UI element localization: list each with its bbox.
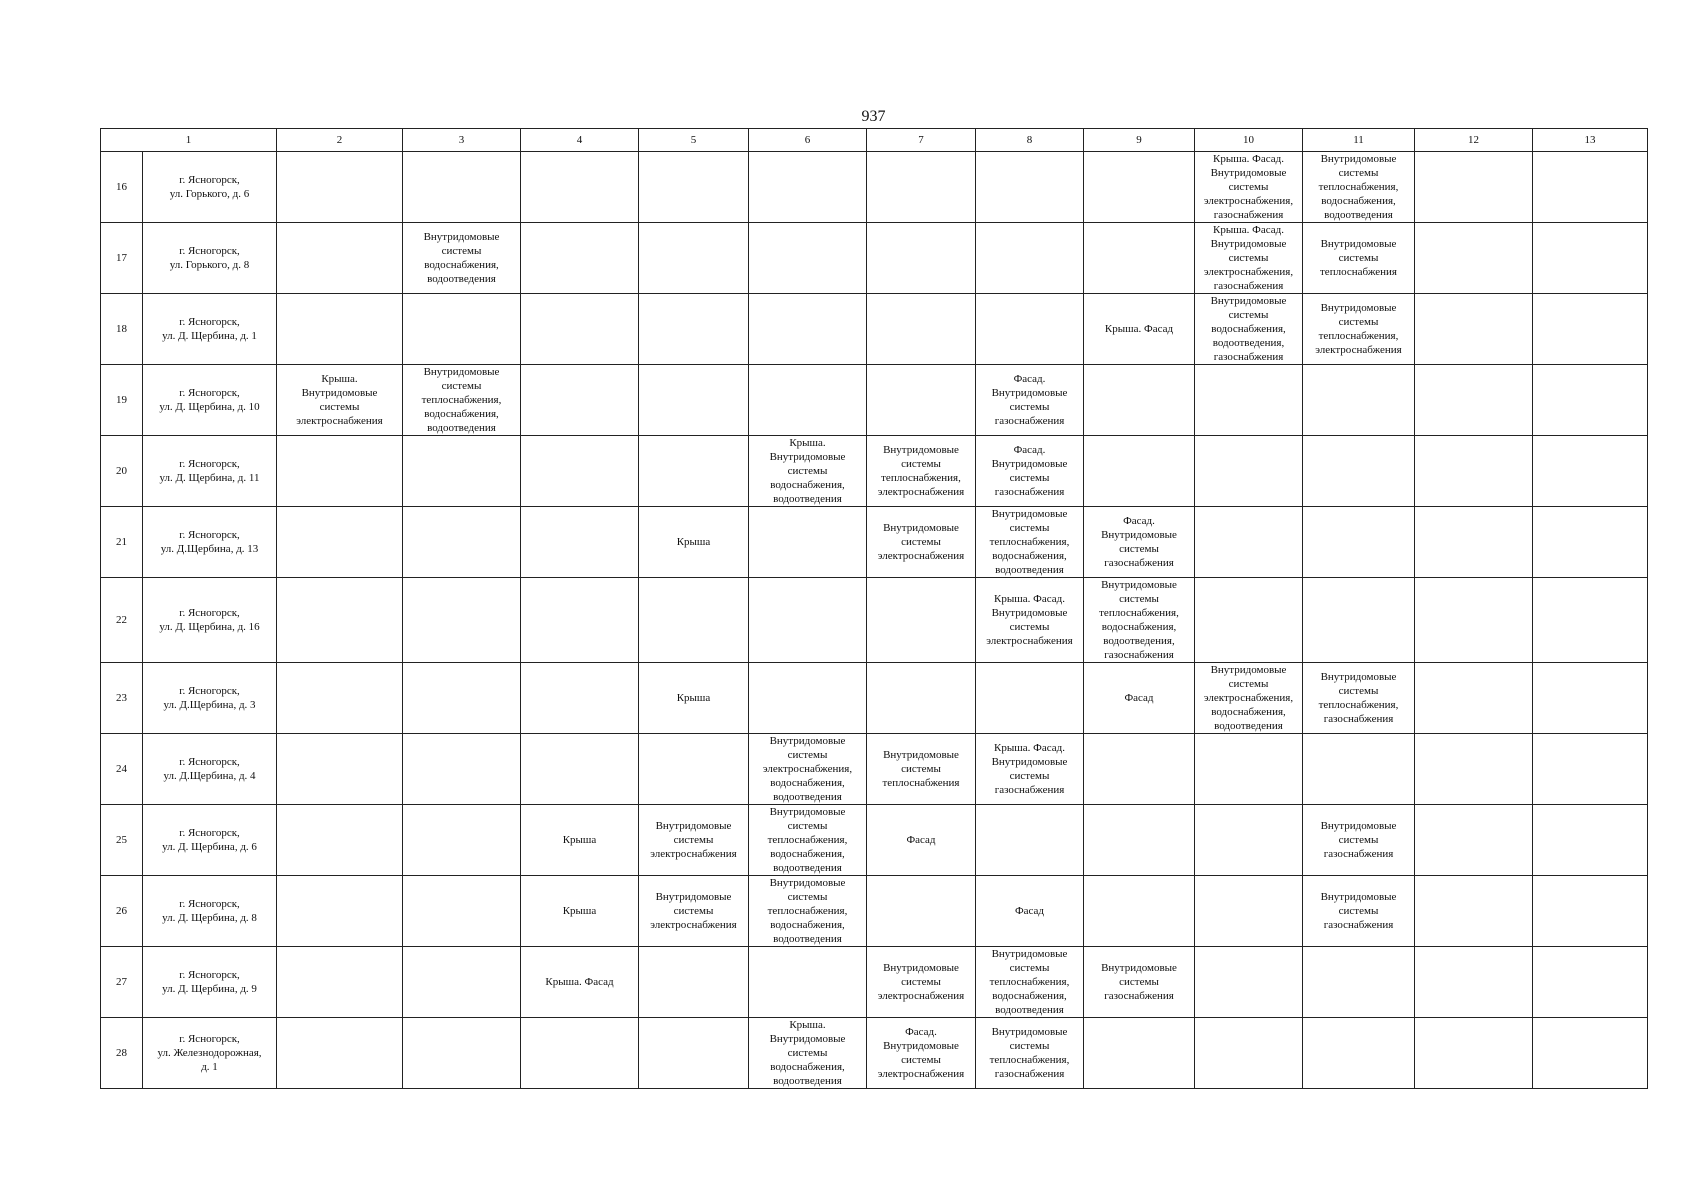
address-cell: г. Ясногорск, ул. Железнодорожная, д. 1	[143, 1018, 277, 1089]
work-cell-col-12	[1415, 365, 1533, 436]
work-cell-col-11	[1303, 507, 1415, 578]
table-row	[101, 663, 1648, 734]
work-cell-col-3	[403, 805, 521, 876]
work-cell-col-2	[277, 805, 403, 876]
work-cell-col-8: Внутридомовые системы теплоснабжения, газоснабжения	[976, 1018, 1084, 1089]
work-cell-col-7: Внутридомовые системы электроснабжения	[867, 507, 976, 578]
work-cell-col-13	[1533, 876, 1648, 947]
work-cell-col-11	[1303, 947, 1415, 1018]
work-cell-col-11	[1303, 1018, 1415, 1089]
work-cell-col-4	[521, 507, 639, 578]
address-cell: г. Ясногорск, ул. Горького, д. 8	[143, 223, 277, 294]
work-cell-col-11: Внутридомовые системы теплоснабжения, электроснабжения	[1303, 294, 1415, 365]
work-cell-col-5	[639, 734, 749, 805]
work-cell-col-12	[1415, 947, 1533, 1018]
work-cell-col-4	[521, 663, 639, 734]
row-number: 16	[101, 152, 143, 223]
work-cell-col-7	[867, 578, 976, 663]
work-cell-col-12	[1415, 152, 1533, 223]
page-number: 937	[861, 108, 886, 125]
work-cell-col-4	[521, 294, 639, 365]
work-cell-col-6: Крыша. Внутридомовые системы водоснабжения, водоотведения	[749, 436, 867, 507]
work-cell-col-6	[749, 507, 867, 578]
work-cell-col-10: Крыша. Фасад. Внутридомовые системы электроснабжения, газоснабжения	[1195, 152, 1303, 223]
work-cell-col-10	[1195, 578, 1303, 663]
work-cell-col-2	[277, 294, 403, 365]
work-cell-col-11: Внутридомовые системы газоснабжения	[1303, 876, 1415, 947]
work-cell-col-3	[403, 734, 521, 805]
work-cell-col-10	[1195, 1018, 1303, 1089]
work-cell-col-5	[639, 1018, 749, 1089]
address-cell: г. Ясногорск, ул. Д. Щербина, д. 11	[143, 436, 277, 507]
work-cell-col-3	[403, 1018, 521, 1089]
work-cell-col-13	[1533, 223, 1648, 294]
work-cell-col-10: Внутридомовые системы электроснабжения, водоснабжения, водоотведения	[1195, 663, 1303, 734]
work-cell-col-2	[277, 734, 403, 805]
work-cell-col-7: Фасад. Внутридомовые системы электроснабжения	[867, 1018, 976, 1089]
work-cell-col-2	[277, 947, 403, 1018]
work-cell-col-4	[521, 436, 639, 507]
work-cell-col-6	[749, 663, 867, 734]
work-cell-col-13	[1533, 436, 1648, 507]
row-number: 23	[101, 663, 143, 734]
column-number-5: 5	[639, 129, 749, 152]
work-cell-col-12	[1415, 507, 1533, 578]
work-cell-col-13	[1533, 152, 1648, 223]
address-cell: г. Ясногорск, ул. Д.Щербина, д. 3	[143, 663, 277, 734]
work-cell-col-8: Внутридомовые системы теплоснабжения, водоснабжения, водоотведения	[976, 947, 1084, 1018]
work-cell-col-8: Внутридомовые системы теплоснабжения, водоснабжения, водоотведения	[976, 507, 1084, 578]
work-cell-col-4	[521, 152, 639, 223]
table-row	[101, 436, 1648, 507]
work-cell-col-6	[749, 947, 867, 1018]
work-cell-col-9: Фасад. Внутридомовые системы газоснабжения	[1084, 507, 1195, 578]
work-cell-col-5: Внутридомовые системы электроснабжения	[639, 805, 749, 876]
work-cell-col-9: Фасад	[1084, 663, 1195, 734]
row-number: 17	[101, 223, 143, 294]
work-cell-col-2	[277, 223, 403, 294]
table-row	[101, 734, 1648, 805]
address-cell: г. Ясногорск, ул. Д. Щербина, д. 6	[143, 805, 277, 876]
address-cell: г. Ясногорск, ул. Д. Щербина, д. 9	[143, 947, 277, 1018]
work-cell-col-7: Внутридомовые системы теплоснабжения, электроснабжения	[867, 436, 976, 507]
work-cell-col-9: Внутридомовые системы теплоснабжения, водоснабжения, водоотведения, газоснабжения	[1084, 578, 1195, 663]
work-cell-col-7	[867, 663, 976, 734]
address-cell: г. Ясногорск, ул. Д.Щербина, д. 4	[143, 734, 277, 805]
work-cell-col-2: Крыша. Внутридомовые системы электроснабжения	[277, 365, 403, 436]
work-cell-col-10	[1195, 734, 1303, 805]
work-cell-col-9	[1084, 223, 1195, 294]
work-cell-col-11: Внутридомовые системы теплоснабжения, водоснабжения, водоотведения	[1303, 152, 1415, 223]
work-cell-col-10	[1195, 507, 1303, 578]
address-cell: г. Ясногорск, ул. Д. Щербина, д. 1	[143, 294, 277, 365]
work-cell-col-7: Внутридомовые системы теплоснабжения	[867, 734, 976, 805]
work-cell-col-9	[1084, 805, 1195, 876]
table-row	[101, 1018, 1648, 1089]
column-number-3: 3	[403, 129, 521, 152]
work-cell-col-12	[1415, 294, 1533, 365]
work-cell-col-2	[277, 663, 403, 734]
work-cell-col-5	[639, 365, 749, 436]
work-cell-col-10	[1195, 876, 1303, 947]
work-cell-col-6: Внутридомовые системы электроснабжения, водоснабжения, водоотведения	[749, 734, 867, 805]
work-cell-col-5	[639, 947, 749, 1018]
work-cell-col-8	[976, 805, 1084, 876]
work-cell-col-12	[1415, 1018, 1533, 1089]
work-cell-col-8: Крыша. Фасад. Внутридомовые системы электроснабжения	[976, 578, 1084, 663]
table-row	[101, 805, 1648, 876]
work-cell-col-11: Внутридомовые системы теплоснабжения	[1303, 223, 1415, 294]
work-cell-col-7	[867, 365, 976, 436]
work-cell-col-5	[639, 223, 749, 294]
work-cell-col-4	[521, 365, 639, 436]
work-cell-col-12	[1415, 436, 1533, 507]
work-cell-col-6	[749, 365, 867, 436]
work-cell-col-9	[1084, 1018, 1195, 1089]
work-cell-col-2	[277, 436, 403, 507]
work-cell-col-3	[403, 507, 521, 578]
work-cell-col-6	[749, 578, 867, 663]
row-number: 26	[101, 876, 143, 947]
work-cell-col-8	[976, 663, 1084, 734]
work-cell-col-5	[639, 578, 749, 663]
work-cell-col-6	[749, 294, 867, 365]
column-number-12: 12	[1415, 129, 1533, 152]
work-cell-col-4: Крыша. Фасад	[521, 947, 639, 1018]
work-cell-col-13	[1533, 507, 1648, 578]
table-row	[101, 365, 1648, 436]
work-cell-col-4	[521, 223, 639, 294]
work-cell-col-10	[1195, 365, 1303, 436]
column-number-11: 11	[1303, 129, 1415, 152]
work-cell-col-8: Фасад	[976, 876, 1084, 947]
row-number: 25	[101, 805, 143, 876]
table-row	[101, 152, 1648, 223]
work-cell-col-4	[521, 578, 639, 663]
table-row	[101, 876, 1648, 947]
work-cell-col-5	[639, 152, 749, 223]
work-cell-col-7	[867, 223, 976, 294]
work-cell-col-13	[1533, 663, 1648, 734]
work-cell-col-11	[1303, 734, 1415, 805]
work-cell-col-13	[1533, 294, 1648, 365]
work-cell-col-7	[867, 876, 976, 947]
work-cell-col-2	[277, 152, 403, 223]
table-row	[101, 578, 1648, 663]
work-cell-col-9: Внутридомовые системы газоснабжения	[1084, 947, 1195, 1018]
work-cell-col-11	[1303, 365, 1415, 436]
work-cell-col-11	[1303, 436, 1415, 507]
column-number-1: 1	[101, 129, 277, 152]
table-body	[101, 129, 1648, 1089]
address-cell: г. Ясногорск, ул. Горького, д. 6	[143, 152, 277, 223]
work-cell-col-7	[867, 152, 976, 223]
work-cell-col-2	[277, 578, 403, 663]
work-cell-col-3	[403, 947, 521, 1018]
work-cell-col-4	[521, 734, 639, 805]
work-cell-col-3	[403, 152, 521, 223]
work-cell-col-8: Фасад. Внутридомовые системы газоснабжения	[976, 436, 1084, 507]
work-cell-col-4: Крыша	[521, 805, 639, 876]
row-number: 20	[101, 436, 143, 507]
column-number-9: 9	[1084, 129, 1195, 152]
work-cell-col-10	[1195, 805, 1303, 876]
column-number-7: 7	[867, 129, 976, 152]
work-cell-col-5	[639, 294, 749, 365]
column-number-4: 4	[521, 129, 639, 152]
work-cell-col-8	[976, 152, 1084, 223]
work-cell-col-3	[403, 294, 521, 365]
work-cell-col-3: Внутридомовые системы водоснабжения, водоотведения	[403, 223, 521, 294]
work-cell-col-3	[403, 436, 521, 507]
row-number: 27	[101, 947, 143, 1018]
row-number: 18	[101, 294, 143, 365]
work-cell-col-10	[1195, 947, 1303, 1018]
work-cell-col-5: Крыша	[639, 507, 749, 578]
work-cell-col-7	[867, 294, 976, 365]
column-number-2: 2	[277, 129, 403, 152]
work-cell-col-6: Внутридомовые системы теплоснабжения, водоснабжения, водоотведения	[749, 805, 867, 876]
column-number-10: 10	[1195, 129, 1303, 152]
work-cell-col-12	[1415, 876, 1533, 947]
address-cell: г. Ясногорск, ул. Д.Щербина, д. 13	[143, 507, 277, 578]
row-number: 19	[101, 365, 143, 436]
work-cell-col-13	[1533, 1018, 1648, 1089]
work-cell-col-9	[1084, 152, 1195, 223]
work-cell-col-3: Внутридомовые системы теплоснабжения, водоснабжения, водоотведения	[403, 365, 521, 436]
row-number: 22	[101, 578, 143, 663]
row-number: 28	[101, 1018, 143, 1089]
work-cell-col-7: Фасад	[867, 805, 976, 876]
work-cell-col-12	[1415, 734, 1533, 805]
address-cell: г. Ясногорск, ул. Д. Щербина, д. 16	[143, 578, 277, 663]
column-number-13: 13	[1533, 129, 1648, 152]
work-cell-col-13	[1533, 805, 1648, 876]
work-cell-col-2	[277, 876, 403, 947]
work-cell-col-8: Крыша. Фасад. Внутридомовые системы газоснабжения	[976, 734, 1084, 805]
work-cell-col-12	[1415, 663, 1533, 734]
work-cell-col-8	[976, 223, 1084, 294]
schedule-table	[100, 128, 1648, 1089]
column-number-6: 6	[749, 129, 867, 152]
work-cell-col-10	[1195, 436, 1303, 507]
work-cell-col-13	[1533, 578, 1648, 663]
work-cell-col-2	[277, 507, 403, 578]
work-cell-col-2	[277, 1018, 403, 1089]
work-cell-col-12	[1415, 805, 1533, 876]
work-cell-col-3	[403, 876, 521, 947]
work-cell-col-3	[403, 578, 521, 663]
work-cell-col-7: Внутридомовые системы электроснабжения	[867, 947, 976, 1018]
work-cell-col-9	[1084, 876, 1195, 947]
work-cell-col-4	[521, 1018, 639, 1089]
address-cell: г. Ясногорск, ул. Д. Щербина, д. 8	[143, 876, 277, 947]
table-row	[101, 294, 1648, 365]
work-cell-col-6	[749, 223, 867, 294]
address-cell: г. Ясногорск, ул. Д. Щербина, д. 10	[143, 365, 277, 436]
work-cell-col-9	[1084, 734, 1195, 805]
work-cell-col-11: Внутридомовые системы теплоснабжения, газоснабжения	[1303, 663, 1415, 734]
work-cell-col-8	[976, 294, 1084, 365]
work-cell-col-4: Крыша	[521, 876, 639, 947]
work-cell-col-9: Крыша. Фасад	[1084, 294, 1195, 365]
table-row	[101, 507, 1648, 578]
work-cell-col-5: Внутридомовые системы электроснабжения	[639, 876, 749, 947]
column-number-8: 8	[976, 129, 1084, 152]
work-cell-col-10: Крыша. Фасад. Внутридомовые системы электроснабжения, газоснабжения	[1195, 223, 1303, 294]
work-cell-col-12	[1415, 578, 1533, 663]
work-cell-col-12	[1415, 223, 1533, 294]
work-cell-col-9	[1084, 436, 1195, 507]
table-row	[101, 223, 1648, 294]
table-row	[101, 947, 1648, 1018]
column-number-row	[101, 129, 1648, 152]
row-number: 24	[101, 734, 143, 805]
work-cell-col-10: Внутридомовые системы водоснабжения, водоотведения, газоснабжения	[1195, 294, 1303, 365]
work-cell-col-13	[1533, 947, 1648, 1018]
work-cell-col-6: Внутридомовые системы теплоснабжения, водоснабжения, водоотведения	[749, 876, 867, 947]
work-cell-col-5: Крыша	[639, 663, 749, 734]
work-cell-col-6: Крыша. Внутридомовые системы водоснабжения, водоотведения	[749, 1018, 867, 1089]
work-cell-col-3	[403, 663, 521, 734]
work-cell-col-8: Фасад. Внутридомовые системы газоснабжения	[976, 365, 1084, 436]
work-cell-col-5	[639, 436, 749, 507]
row-number: 21	[101, 507, 143, 578]
work-cell-col-9	[1084, 365, 1195, 436]
work-cell-col-11	[1303, 578, 1415, 663]
work-cell-col-6	[749, 152, 867, 223]
work-cell-col-11: Внутридомовые системы газоснабжения	[1303, 805, 1415, 876]
work-cell-col-13	[1533, 734, 1648, 805]
work-cell-col-13	[1533, 365, 1648, 436]
